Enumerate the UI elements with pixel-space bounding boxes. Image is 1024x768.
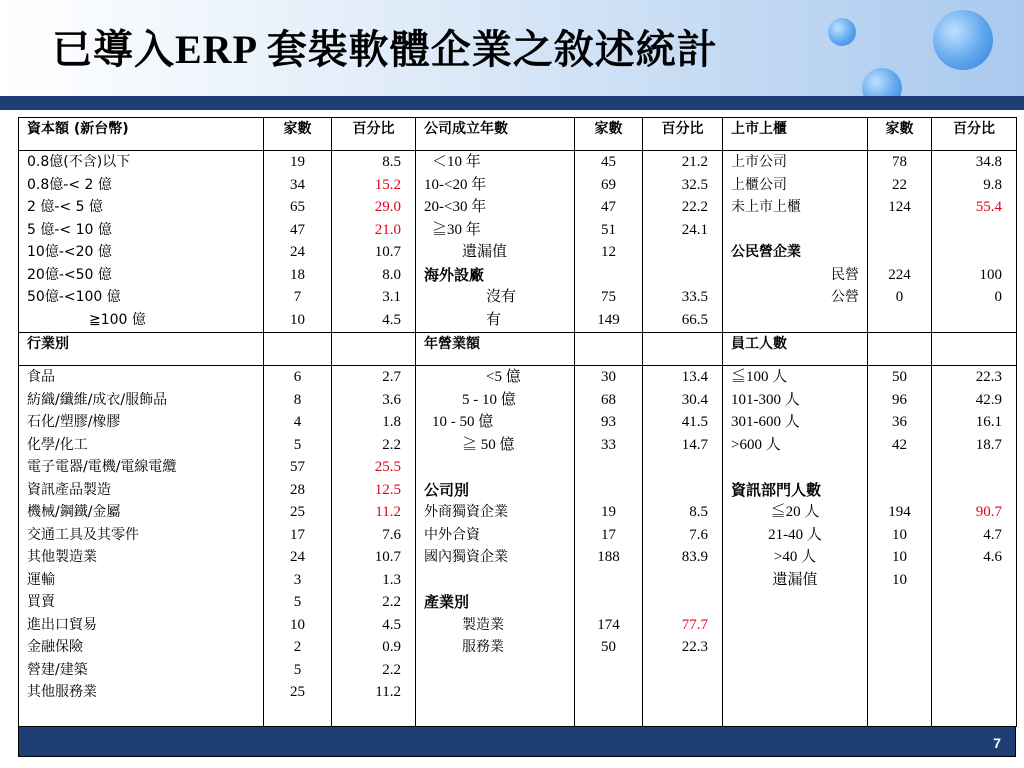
row-label: ≧100 億 [89,311,146,328]
revenue-labels [416,366,575,727]
listing-labels [723,151,868,333]
row-pct: 24.1 [681,221,708,238]
spacer [583,479,634,502]
row-count: 10 [290,616,305,633]
row-label: >40 人 [773,549,817,565]
row-label: 20-<30 年 [424,199,487,215]
header-pct: 百分比 [643,118,723,151]
row-pct: 83.9 [681,549,708,565]
row-pct: 4.5 [382,616,401,633]
row-count: 0 [895,289,904,305]
row-pct: 4.6 [983,549,1002,565]
row-label: 遺漏值 [772,571,818,588]
row-label: ≦100 人 [731,369,788,385]
row-pct: 8.5 [382,154,401,170]
row-label: 買賣 [27,594,55,610]
row-count: 3 [293,571,302,588]
row-label: 公營 [831,289,859,305]
row-count: 2 [293,639,302,655]
header-founded: 公司成立年數 [416,118,575,151]
row-label: 5 - 10 億 [462,391,516,408]
decorative-bubble-small [828,18,856,46]
header-band [0,96,1024,110]
slide-title: 已導入ERP 套裝軟體企業之敘述統計 [52,27,718,72]
row-count: 4 [293,414,302,430]
row-pct: 2.2 [382,436,401,453]
row-count: 17 [601,526,616,543]
row-label: 服務業 [462,639,504,655]
row-label: 上市公司 [731,154,787,170]
row-pct: 21.0 [374,221,401,238]
row-pct: 4.7 [983,526,1002,543]
row-label: 石化/塑膠/橡膠 [27,414,121,430]
row-pct: 90.7 [975,504,1002,520]
employees-pcts [932,366,1017,727]
row-count: 30 [601,369,616,385]
row-pct: 33.5 [681,289,708,305]
row-count: 36 [892,414,907,430]
header-listing: 上市上櫃 [723,118,868,151]
section-title: 海外設廠 [424,265,485,284]
spacer [424,569,566,592]
row-pct: 3.1 [382,289,401,305]
row-count: 45 [601,154,616,170]
row-label: 其他製造業 [27,549,97,565]
table-section-row [19,366,1017,727]
row-label: 301-600 人 [731,414,800,430]
row-pct: 41.5 [681,414,708,430]
row-pct: 12.5 [374,481,401,498]
row-count: 57 [290,459,305,475]
row-label: 進出口貿易 [27,616,97,633]
row-label: 5 億-< 10 億 [27,221,112,238]
row-count: 96 [892,391,907,408]
row-count: 34 [290,176,305,193]
section-title: 產業別 [424,593,470,611]
statistics-table [18,117,1017,727]
row-label: 製造業 [462,616,504,633]
row-count: 18 [290,266,305,283]
employees-counts [868,366,932,727]
row-pct: 55.4 [975,199,1002,215]
page-number: 7 [993,735,1001,751]
section-title: 資訊部門人數 [731,480,822,499]
founded-labels [416,151,575,333]
row-pct: 30.4 [681,391,708,408]
row-pct: 3.6 [382,391,401,408]
spacer [940,479,1002,502]
row-label: 10 - 50 億 [432,414,494,430]
row-pct: 7.6 [689,526,708,543]
table-subheader-row [19,333,1017,366]
row-pct: 100 [979,266,1002,283]
capital-pcts [332,151,416,333]
row-count: 24 [290,549,305,565]
spacer [876,456,923,479]
row-count: 93 [601,414,616,430]
row-label: 遺漏值 [462,244,508,260]
header-employees: 員工人數 [723,333,868,366]
revenue-pcts [643,366,723,727]
row-pct: 18.7 [975,436,1002,453]
row-label: 0.8億-< 2 億 [27,176,112,193]
spacer [583,456,634,479]
row-pct: 16.1 [975,414,1002,430]
row-pct: 2.2 [382,594,401,610]
row-label: ≧30 年 [432,221,481,238]
row-pct: 10.7 [374,244,401,260]
row-count: 19 [601,504,616,520]
row-pct: 2.7 [382,369,401,385]
row-label: 運輸 [27,571,55,588]
row-count: 10 [290,311,305,328]
spacer [940,219,1002,242]
industry-counts [264,366,332,727]
statistics-table-wrapper [18,117,1016,757]
row-count: 78 [892,154,907,170]
row-label: 2 億-< 5 億 [27,199,103,215]
row-pct: 11.2 [375,504,401,520]
row-pct: 13.4 [681,369,708,385]
row-pct: 34.8 [975,154,1002,170]
row-label: 上櫃公司 [731,176,787,193]
row-label: 10億-<20 億 [27,244,112,260]
row-label: 0.8億(不含)以下 [27,154,131,170]
listing-pcts [932,151,1017,333]
spacer [731,219,859,242]
row-count: 194 [888,504,911,520]
row-label: 沒有 [486,289,517,305]
row-pct: 22.3 [975,369,1002,385]
row-label: 中外合資 [424,526,480,543]
row-label: 其他服務業 [27,684,97,700]
row-pct: 0 [994,289,1002,305]
row-count: 50 [601,639,616,655]
spacer [651,479,708,502]
footer-band [19,727,1015,756]
spacer [731,456,859,479]
row-count: 10 [892,571,907,588]
row-pct: 25.5 [374,459,401,475]
row-label: 20億-<50 億 [27,266,112,283]
revenue-counts [575,366,643,727]
spacer [876,479,923,502]
row-pct: 9.8 [983,176,1002,193]
row-count: 28 [290,481,305,498]
row-count: 10 [892,526,907,543]
row-label: 有 [486,311,502,328]
spacer [583,569,634,592]
spacer [651,264,708,287]
row-count: 69 [601,176,616,193]
row-pct: 8.0 [382,266,401,283]
row-pct: 14.7 [681,436,708,453]
founded-counts [575,151,643,333]
slide-footer [18,726,1016,757]
spacer [651,569,708,592]
industry-pcts [332,366,416,727]
row-pct: 1.8 [382,414,401,430]
row-label: 未上市上櫃 [731,199,801,215]
row-count: 5 [293,594,302,610]
row-count: 5 [293,661,302,678]
row-pct: 22.3 [681,639,708,655]
decorative-bubble-large [933,10,993,70]
row-pct [940,569,1002,592]
row-count: 25 [290,504,305,520]
row-label: 民營 [831,266,859,283]
row-label: 50億-<100 億 [27,289,121,305]
row-pct: 42.9 [975,391,1002,408]
row-label: 紡織/纖維/成衣/服飾品 [27,391,168,408]
capital-counts [264,151,332,333]
row-pct: 29.0 [374,199,401,215]
row-count: 65 [290,199,305,215]
header-count: 家數 [868,118,932,151]
row-count: 42 [892,436,907,453]
row-pct: 0.9 [382,639,401,655]
row-label: 21-40 人 [768,526,822,543]
spacer [424,456,566,479]
row-label: 金融保險 [27,639,83,655]
row-label: ≦20 人 [770,504,820,520]
spacer [583,264,634,287]
row-count: 7 [293,289,302,305]
row-pct: 21.2 [681,154,708,170]
header-count: 家數 [264,118,332,151]
row-pct: 10.7 [374,549,401,565]
row-pct: 15.2 [374,176,401,193]
spacer [651,591,708,614]
row-pct: 8.5 [689,504,708,520]
spacer [583,591,634,614]
row-count: 47 [601,199,616,215]
table-section-row [19,151,1017,333]
row-count: 174 [597,616,620,633]
row-count: 19 [290,154,305,170]
row-count: 5 [293,436,302,453]
row-count: 124 [888,199,911,215]
row-count: 12 [601,244,616,260]
header-pct: 百分比 [332,118,416,151]
row-count: 47 [290,221,305,238]
row-label: 化學/化工 [27,436,88,453]
row-count: 10 [892,549,907,565]
spacer [876,219,923,242]
row-label: >600 人 [731,436,781,453]
capital-labels [19,151,264,333]
header-pct: 百分比 [932,118,1017,151]
row-label: 交通工具及其零件 [27,526,139,543]
row-label: ＜10 年 [432,154,481,170]
founded-pcts [643,151,723,333]
header-revenue: 年營業額 [416,333,575,366]
row-count: 224 [888,266,911,283]
section-title: 公民營企業 [731,244,801,260]
row-count: 6 [293,369,302,385]
row-pct: 77.7 [681,616,708,633]
row-count: 24 [290,244,305,260]
row-count: 25 [290,684,305,700]
spacer [940,241,1002,264]
row-count: 68 [601,391,616,408]
header-capital: 資本額 (新台幣) [19,118,264,151]
row-label: ≧ 50 億 [462,436,515,453]
row-label: 電子電器/電機/電線電纜 [27,459,177,475]
spacer [651,456,708,479]
row-pct: 1.3 [382,571,401,588]
row-label: 食品 [27,369,55,385]
row-pct [651,241,708,264]
row-label: 10-<20 年 [424,176,487,193]
row-count: 51 [601,221,616,238]
row-pct: 22.2 [681,199,708,215]
row-count: 8 [293,391,302,408]
row-label: 資訊產品製造 [27,481,111,498]
row-count: 149 [597,311,620,328]
row-pct: 66.5 [681,311,708,328]
row-count: 50 [892,369,907,385]
row-pct: 7.6 [382,526,401,543]
header-count: 家數 [575,118,643,151]
row-pct: 11.2 [375,684,401,700]
row-count: 17 [290,526,305,543]
section-title: 公司別 [424,480,470,499]
row-pct: 32.5 [681,176,708,193]
spacer [876,241,923,264]
row-label: <5 億 [486,369,521,385]
spacer [940,456,1002,479]
row-count: 22 [892,176,907,193]
row-label: 國內獨資企業 [424,549,508,565]
row-label: 機械/鋼鐵/金屬 [27,504,121,520]
listing-counts [868,151,932,333]
row-label: 營建/建築 [27,661,88,678]
row-count: 75 [601,289,616,305]
row-pct: 2.2 [382,661,401,678]
row-label: 外商獨資企業 [424,504,508,520]
row-pct: 4.5 [382,311,401,328]
header-industry: 行業別 [19,333,264,366]
employees-labels [723,366,868,727]
row-count: 33 [601,436,616,453]
industry-labels [19,366,264,727]
table-header-row [19,118,1017,151]
row-count: 188 [597,549,620,565]
row-label: 101-300 人 [731,391,800,408]
